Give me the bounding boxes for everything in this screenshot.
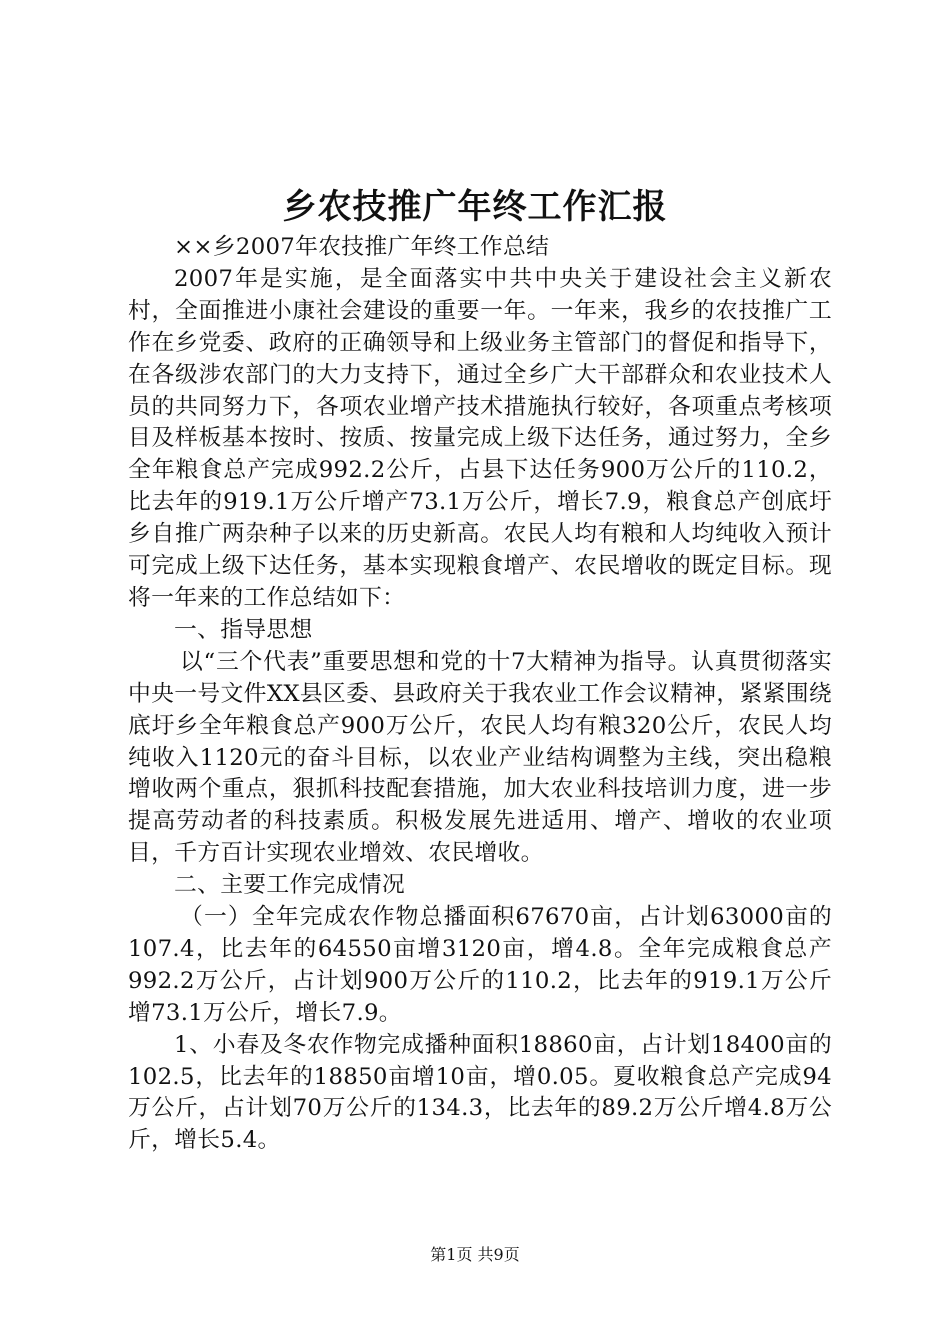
document-title: 乡农技推广年终工作汇报: [282, 187, 668, 227]
page-footer: 第1页 共9页: [430, 1245, 520, 1264]
paragraph-spring-winter-crops: 1、小春及冬农作物完成播种面积18860亩，占计划18400亩的102.5，比去年的18850亩增10亩，增0.05。夏收粮食总产完成94万公斤，占计划70万公斤的134.3，比去年的89.2万公斤增4.8万公斤，增长5.4。: [128, 1031, 832, 1154]
section-heading-main-work: 二、主要工作完成情况: [174, 872, 405, 899]
document-body: [128, 232, 832, 1157]
section-heading-guiding-thought: 一、指导思想: [174, 616, 313, 643]
paragraph-total-sowing: （一）全年完成农作物总播面积67670亩，占计划63000亩的107.4，比去年的64550亩增3120亩，增4.8。全年完成粮食总产992.2万公斤，占计划900万公斤的110.2，比去年的919.1万公斤增73.1万公斤，增长7.9。: [128, 904, 832, 1026]
paragraph-subtitle: ××乡2007年农技推广年终工作总结: [174, 234, 550, 260]
paragraph-guiding-thought: 以“三个代表”重要思想和党的十7大精神为指导。认真贯彻落实中央一号文件XX县区委、县政府关于我农业工作会议精神，紧紧围绕底圩乡全年粮食总产900万公斤，农民人均有粮320公斤，农民人均纯收入1120元的奋斗目标，以农业产业结构调整为主线，突出稳粮增收两个重点，狠抓科技配套措施，加大农业科技培训力度，进一步提高劳动者的科技素质。积极发展先进适用、增产、增收的农业项目，千方百计实现农业增效、农民增收。: [128, 648, 832, 867]
paragraph-intro: 2007年是实施，是全面落实中共中央关于建设社会主义新农村，全面推进小康社会建设的重要一年。一年来，我乡的农技推广工作在乡党委、政府的正确领导和上级业务主管部门的督促和指导下，在各级涉农部门的大力支持下，通过全乡广大干部群众和农业技术人员的共同努力下，各项农业增产技术措施执行较好，各项重点考核项目及样板基本按时、按质、按量完成上级下达任务，通过努力，全乡全年粮食总产完成992.2公斤，占县下达任务900万公斤的110.2，比去年的919.1万公斤增产73.1万公斤，增长7.9，粮食总产创底圩乡自推广两杂种子以来的历史新高。农民人均有粮和人均纯收入预计可完成上级下达任务，基本实现粮食增产、农民增收的既定目标。现将一年来的工作总结如下：: [128, 265, 832, 611]
